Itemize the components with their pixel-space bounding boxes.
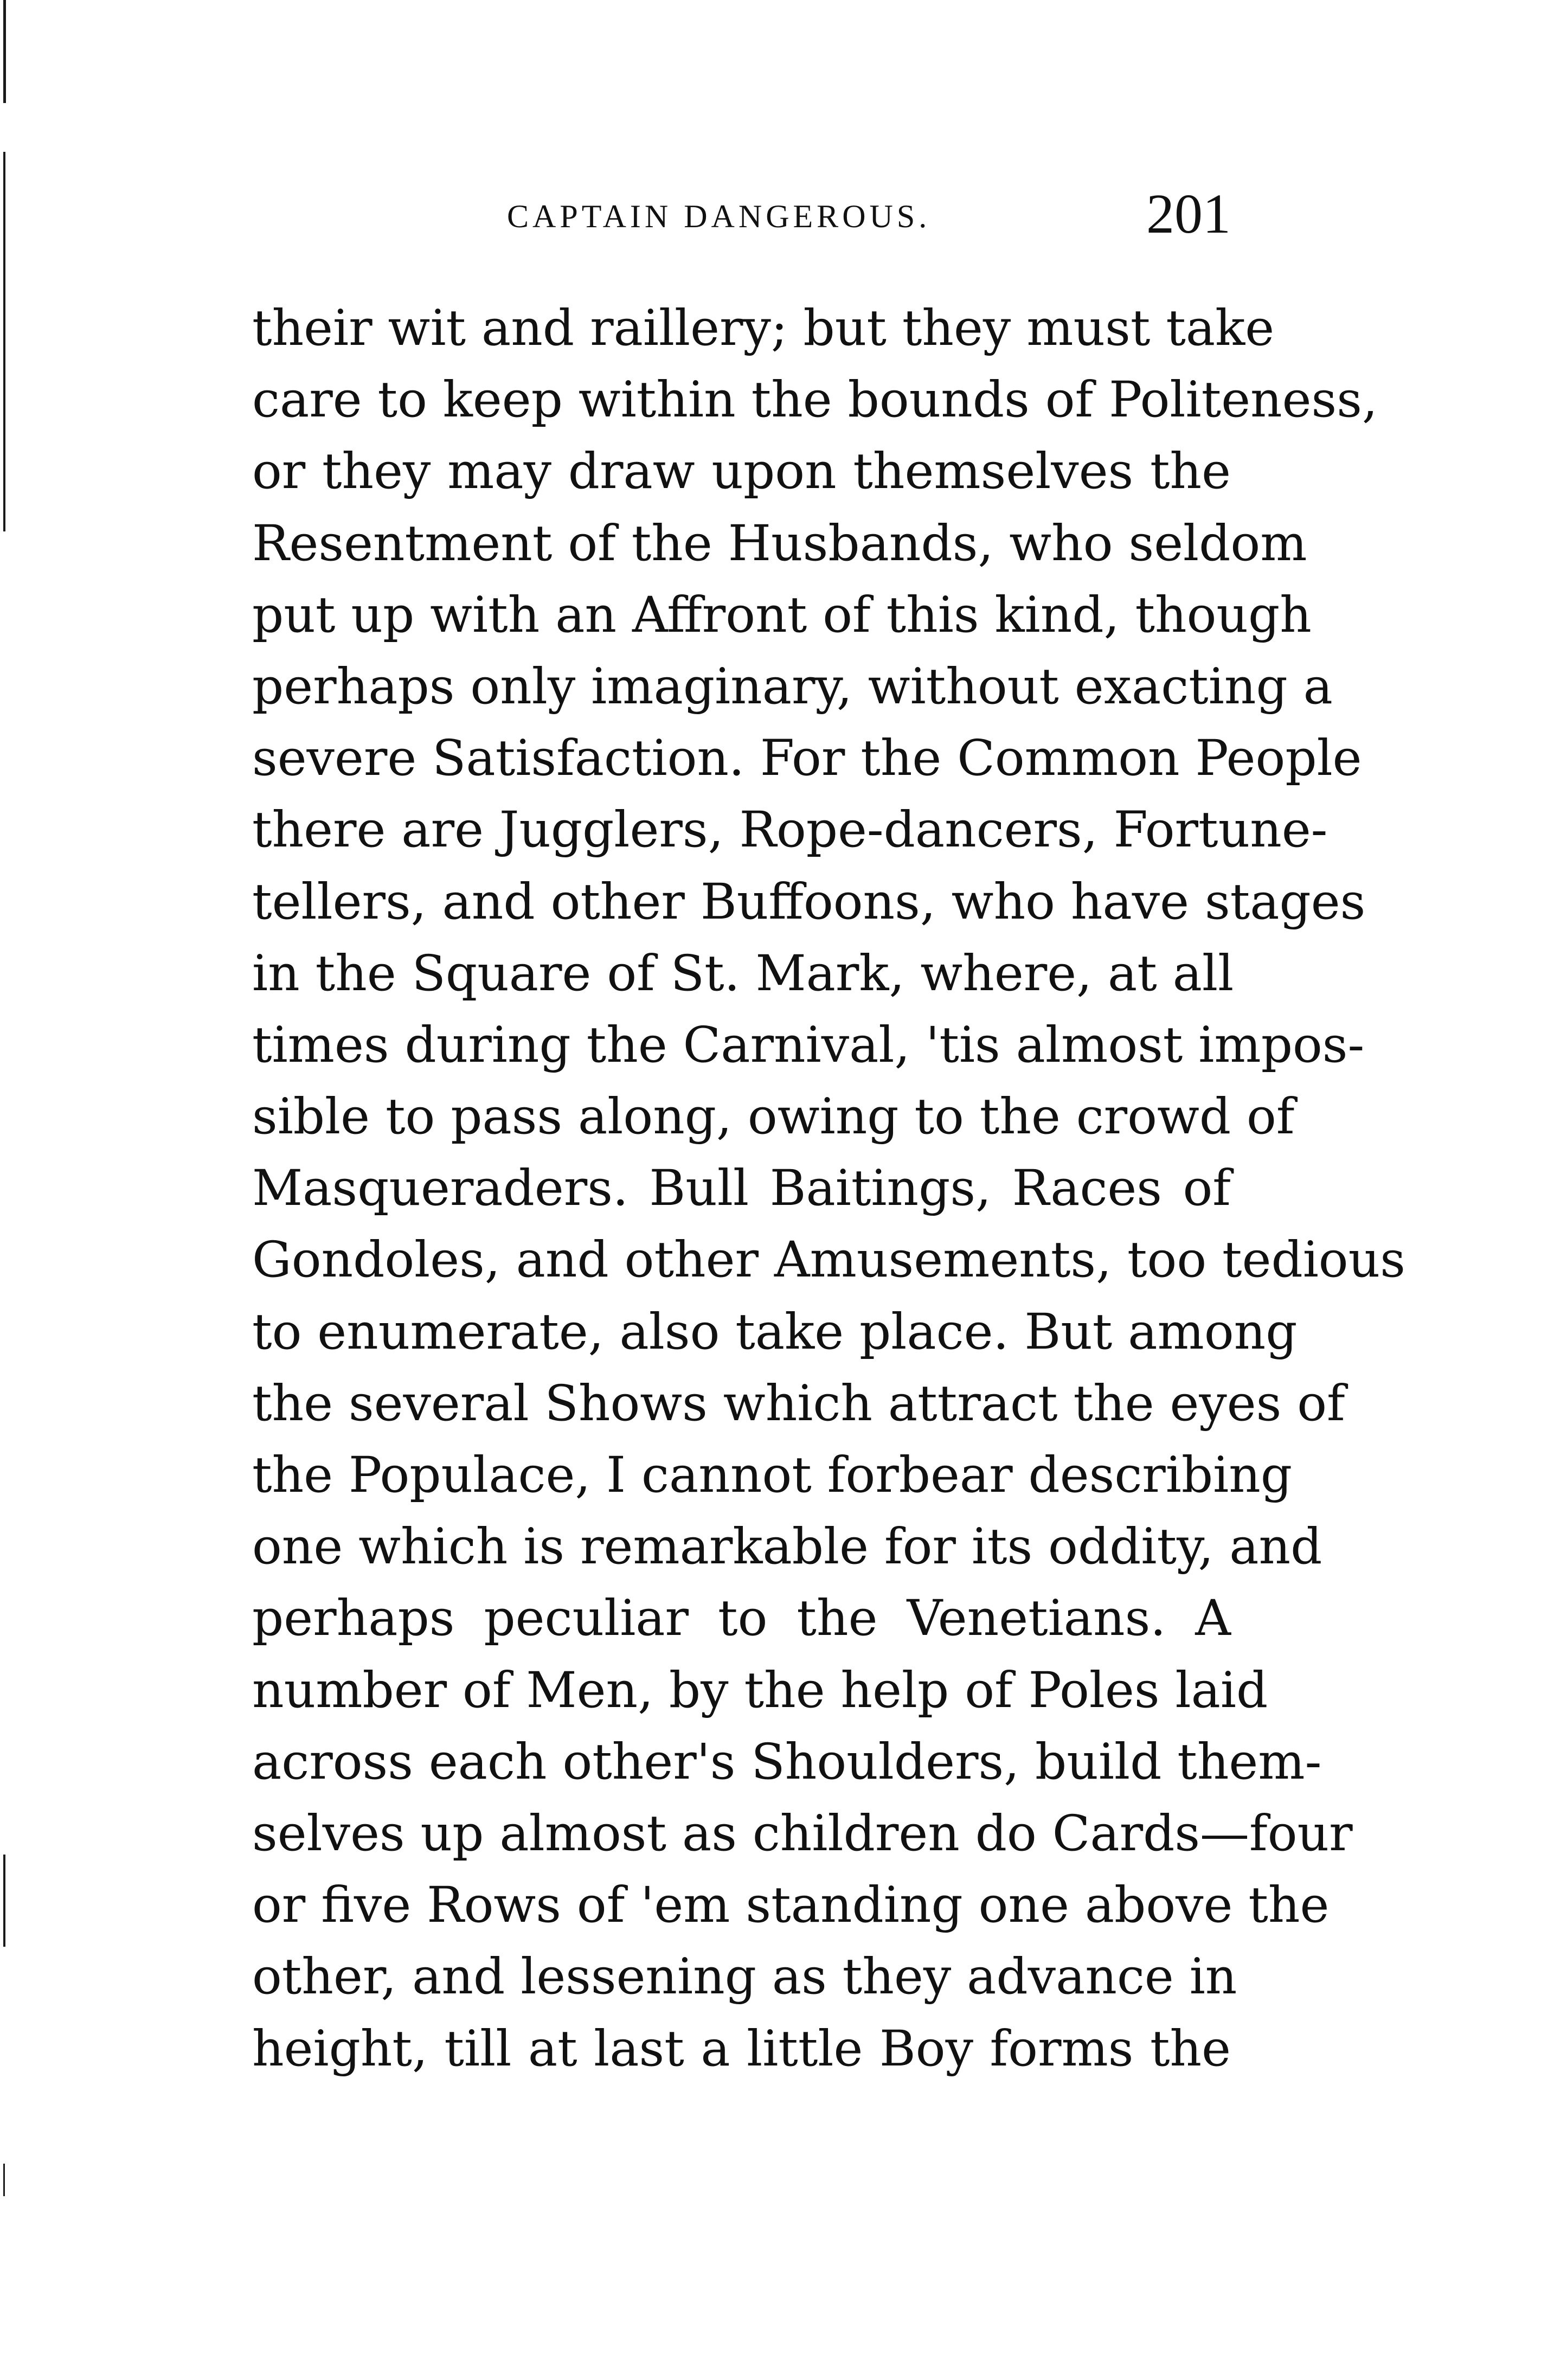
body-text	[252, 293, 1405, 2085]
text-line: or they may draw upon themselves the	[252, 443, 1231, 501]
scan-edge-mark	[3, 152, 5, 531]
text-line: put up with an Affront of this kind, though	[252, 586, 1312, 644]
text-line: across each other's Shoulders, build them-	[252, 1733, 1322, 1791]
text-line: times during the Carnival, 'tis almost impos-	[252, 1016, 1365, 1074]
text-line: perhaps peculiar to the Venetians. A	[252, 1590, 1231, 1647]
text-line: care to keep within the bounds of Politeness,	[252, 371, 1378, 429]
text-line: severe Satisfaction. For the Common People	[252, 730, 1362, 787]
scan-edge-mark	[3, 1855, 5, 1947]
text-line: one which is remarkable for its oddity, and	[252, 1518, 1322, 1576]
text-line: to enumerate, also take place. But among	[252, 1303, 1298, 1361]
text-line: Resentment of the Husbands, who seldom	[252, 515, 1307, 572]
text-line: selves up almost as children do Cards—four	[252, 1805, 1353, 1862]
text-line: height, till at last a little Boy forms the	[252, 2020, 1231, 2077]
text-line: or five Rows of 'em standing one above the	[252, 1877, 1330, 1934]
text-line: sible to pass along, owing to the crowd of	[252, 1088, 1295, 1146]
text-line: Gondoles, and other Amusements, too tedious	[252, 1231, 1405, 1289]
text-line: the Populace, I cannot forbear describing	[252, 1447, 1293, 1504]
text-line: in the Square of St. Mark, where, at all	[252, 945, 1234, 1002]
text-line: tellers, and other Buffoons, who have stages	[252, 873, 1366, 931]
scan-edge-mark	[3, 0, 6, 103]
text-line: Masqueraders. Bull Baitings, Races of	[252, 1160, 1231, 1217]
scan-edge-mark	[3, 2164, 5, 2196]
running-title: CAPTAIN DANGEROUS.	[507, 198, 931, 234]
text-line: other, and lessening as they advance in	[252, 1948, 1237, 2006]
text-line: their wit and raillery; but they must take	[252, 300, 1275, 357]
page-header	[252, 182, 1231, 252]
text-line: there are Jugglers, Rope-dancers, Fortune-	[252, 801, 1328, 859]
page-number: 201	[1146, 183, 1231, 245]
text-line: perhaps only imaginary, without exacting a	[252, 658, 1333, 715]
text-line: number of Men, by the help of Poles laid	[252, 1661, 1268, 1719]
text-line: the several Shows which attract the eyes of	[252, 1375, 1345, 1432]
